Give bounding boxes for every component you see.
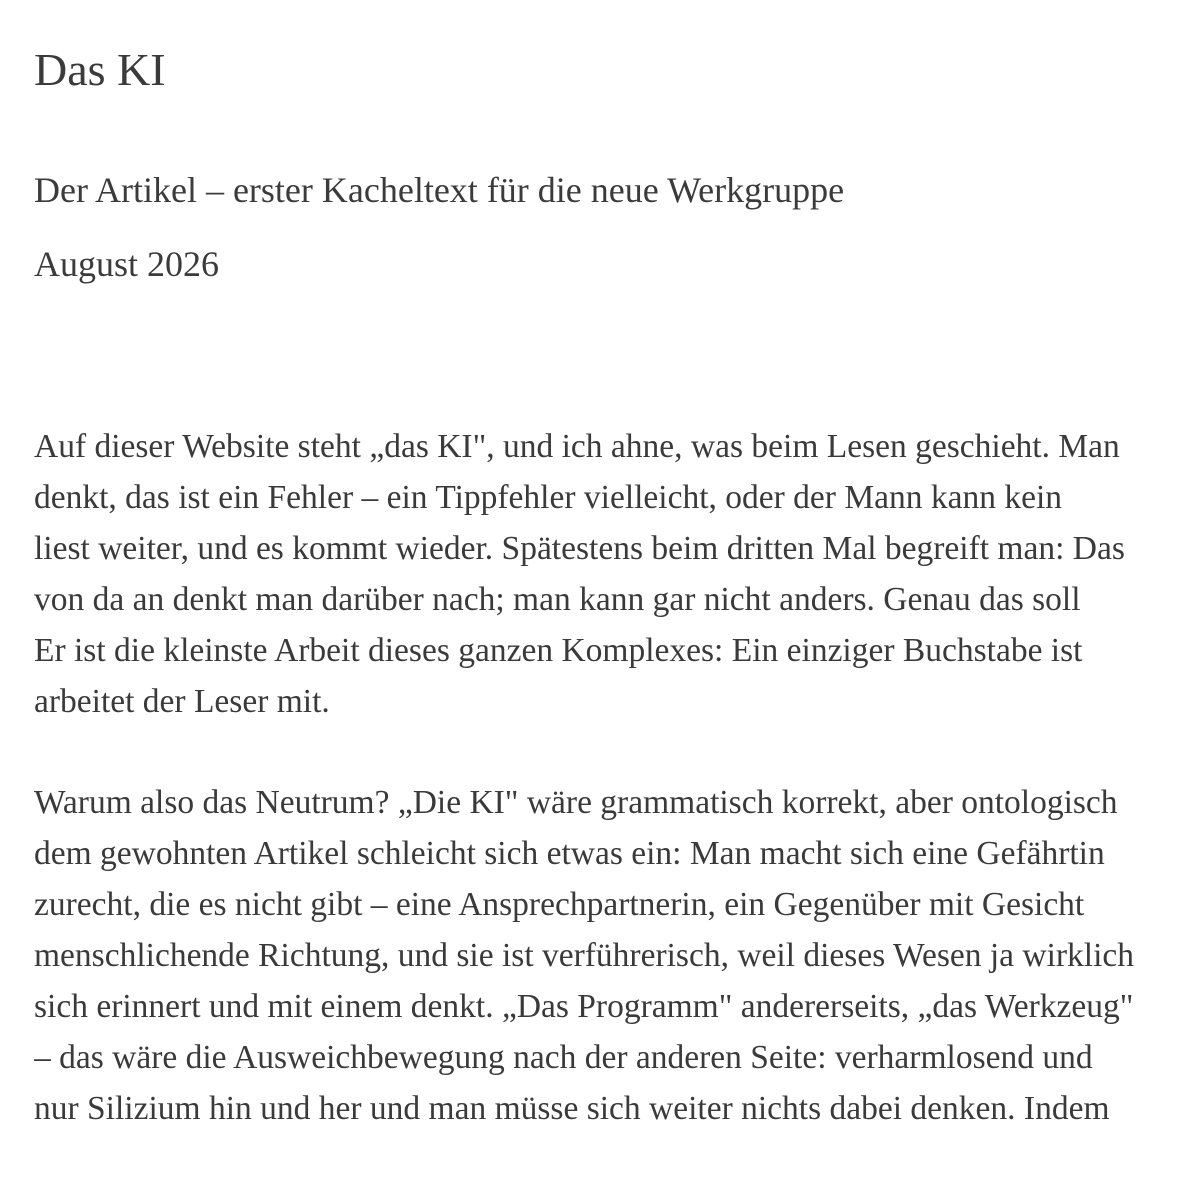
paragraph-line: von da an denkt man darüber nach; man kann gar nicht anders. Genau das soll [34, 581, 1081, 618]
body-paragraph-2 [34, 777, 1200, 1134]
paragraph-line: sich erinnert und mit einem denkt. „Das Programm" andererseits, „das Werkzeug" [34, 988, 1134, 1025]
paragraph-line: – das wäre die Ausweichbewegung nach der anderen Seite: verharmlosend und [34, 1039, 1093, 1076]
paragraph-line: denkt, das ist ein Fehler – ein Tippfehler vielleicht, oder der Mann kann kein [34, 479, 1063, 516]
paragraph-line: Er ist die kleinste Arbeit dieses ganzen Komplexes: Ein einziger Buchstabe ist [34, 632, 1083, 669]
page-subtitle: Der Artikel – erster Kacheltext für die neue Werkgruppe [34, 170, 845, 210]
publication-date: August 2026 [34, 244, 220, 284]
paragraph-line: Warum also das Neutrum? „Die KI" wäre grammatisch korrekt, aber ontologisch [34, 784, 1118, 821]
body-paragraph-1 [34, 421, 1200, 727]
paragraph-line: nur Silizium hin und her und man müsse sich weiter nichts dabei denken. Indem [34, 1090, 1110, 1127]
paragraph-line: arbeitet der Leser mit. [34, 683, 330, 720]
paragraph-line: Auf dieser Website steht „das KI", und ich ahne, was beim Lesen geschieht. Man [34, 428, 1120, 465]
paragraph-line: zurecht, die es nicht gibt – eine Ansprechpartnerin, ein Gegenüber mit Gesicht [34, 886, 1085, 923]
paragraph-line: dem gewohnten Artikel schleicht sich etwas ein: Man macht sich eine Gefährtin [34, 835, 1105, 872]
page-title: Das KI [34, 44, 166, 95]
paragraph-line: menschlichende Richtung, und sie ist verführerisch, weil dieses Wesen ja wirklich [34, 937, 1135, 974]
paragraph-line: liest weiter, und es kommt wieder. Spätestens beim dritten Mal begreift man: Das [34, 530, 1125, 567]
